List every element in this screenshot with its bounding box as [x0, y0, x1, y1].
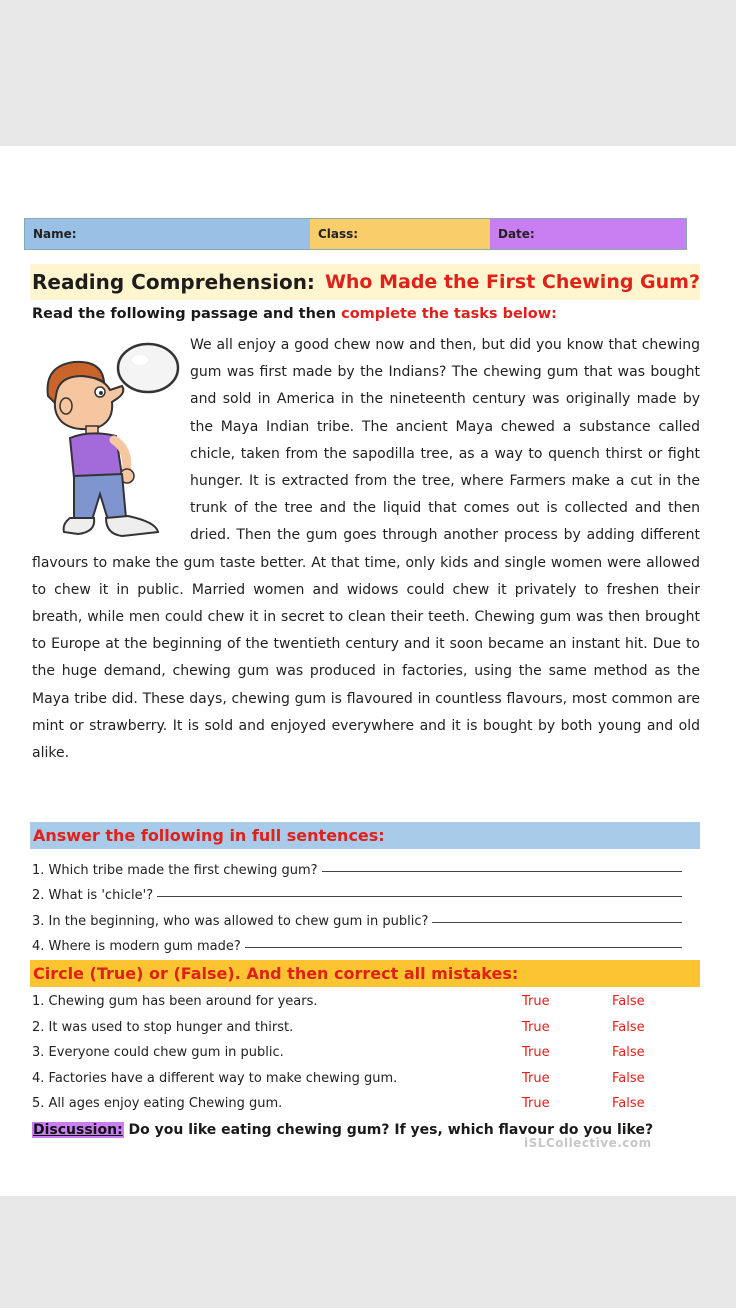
worksheet: [0, 146, 736, 1196]
true-option[interactable]: True: [522, 1045, 550, 1060]
answer-line[interactable]: [432, 922, 682, 923]
statement-text: 2. It was used to stop hunger and thirst.: [32, 1019, 294, 1035]
statement-text: 1. Chewing gum has been around for years.: [32, 994, 318, 1009]
name-label: Name:: [33, 227, 77, 241]
reading-passage: [32, 332, 700, 767]
true-false-row: [32, 1067, 692, 1093]
passage-text: We all enjoy a good chew now and then, but did you know that chewing gum was first made by the Indians? The chewing gum that was bought and sold in America in the nineteenth century was originally made by the Maya Indian tribe. The ancient Maya chewed a substance called chicle, taken from the sapodilla tree, as a way to quench thirst or fight hunger. It is extracted from the tree, where Farmers make a cut in the trunk of the tree and the liquid that comes out is collected and then dried. Then the gum goes through another process by adding different flavours to make the gum taste better. At that time, only kids and single women were allowed to chew it in public. Married women and widows could chew it privately to freshen their breath, while men could chew it in secret to clean their teeth. Chewing gum was then brought to Europe at the beginning of the twentieth century and it soon became an instant hit. Due to the huge demand, chewing gum was produced in factories, using the same method as the Maya tribe did. These days, chewing gum is flavoured in countless flavours, most common are mint or strawberry. It is sold and enjoyed everywhere and it is bought by both young and old alike.: [32, 337, 700, 762]
title-sub: Who Made the First Chewing Gum?: [324, 271, 701, 293]
question-row: [32, 929, 692, 955]
instruction: [32, 306, 557, 322]
discussion-label: Discussion:: [33, 1122, 123, 1138]
true-false-row: [32, 1016, 692, 1042]
true-false-list: [32, 990, 692, 1118]
question-text: 2. What is 'chicle'?: [32, 888, 154, 903]
statement-text: 4. Factories have a different way to make chewing gum.: [32, 1070, 398, 1086]
date-label: Date:: [498, 227, 535, 241]
discussion-text: Do you like eating chewing gum? If yes, which flavour do you like?: [128, 1122, 654, 1138]
question-text: 4. Where is modern gum made?: [32, 939, 241, 954]
answer-line[interactable]: [322, 871, 682, 872]
true-false-heading: Circle (True) or (False). And then correct all mistakes:: [30, 960, 700, 987]
title-main: Reading Comprehension:: [32, 270, 315, 294]
answer-line[interactable]: [245, 947, 682, 948]
false-option[interactable]: False: [612, 1096, 645, 1111]
question-row: [32, 903, 692, 929]
true-false-row: [32, 1041, 692, 1067]
instruction-highlight: complete the tasks below:: [341, 306, 557, 322]
false-option[interactable]: False: [612, 1019, 645, 1035]
class-label: Class:: [318, 227, 359, 241]
question-text: 1. Which tribe made the first chewing gum?: [32, 862, 318, 878]
false-option[interactable]: False: [612, 994, 645, 1009]
student-info-bar: [24, 218, 687, 250]
page-title: [30, 264, 700, 300]
date-field[interactable]: [490, 219, 686, 249]
true-option[interactable]: True: [522, 1019, 550, 1035]
statement-text: 5. All ages enjoy eating Chewing gum.: [32, 1096, 283, 1111]
true-option[interactable]: True: [522, 1070, 550, 1086]
name-field[interactable]: [25, 219, 310, 249]
false-option[interactable]: False: [612, 1070, 645, 1086]
question-text: 3. In the beginning, who was allowed to chew gum in public?: [32, 913, 429, 929]
class-field[interactable]: [310, 219, 490, 249]
true-false-row: [32, 1092, 692, 1118]
questions-list: [32, 852, 692, 954]
question-row: [32, 852, 692, 878]
true-option[interactable]: True: [522, 994, 550, 1009]
statement-text: 3. Everyone could chew gum in public.: [32, 1045, 284, 1060]
true-false-row: [32, 990, 692, 1016]
watermark: iSLCollective.com: [524, 1136, 652, 1150]
true-option[interactable]: True: [522, 1096, 550, 1111]
instruction-prefix: Read the following passage and then: [32, 306, 337, 322]
answer-line[interactable]: [157, 896, 682, 897]
question-row: [32, 878, 692, 904]
questions-heading: Answer the following in full sentences:: [30, 822, 700, 849]
false-option[interactable]: False: [612, 1045, 645, 1060]
